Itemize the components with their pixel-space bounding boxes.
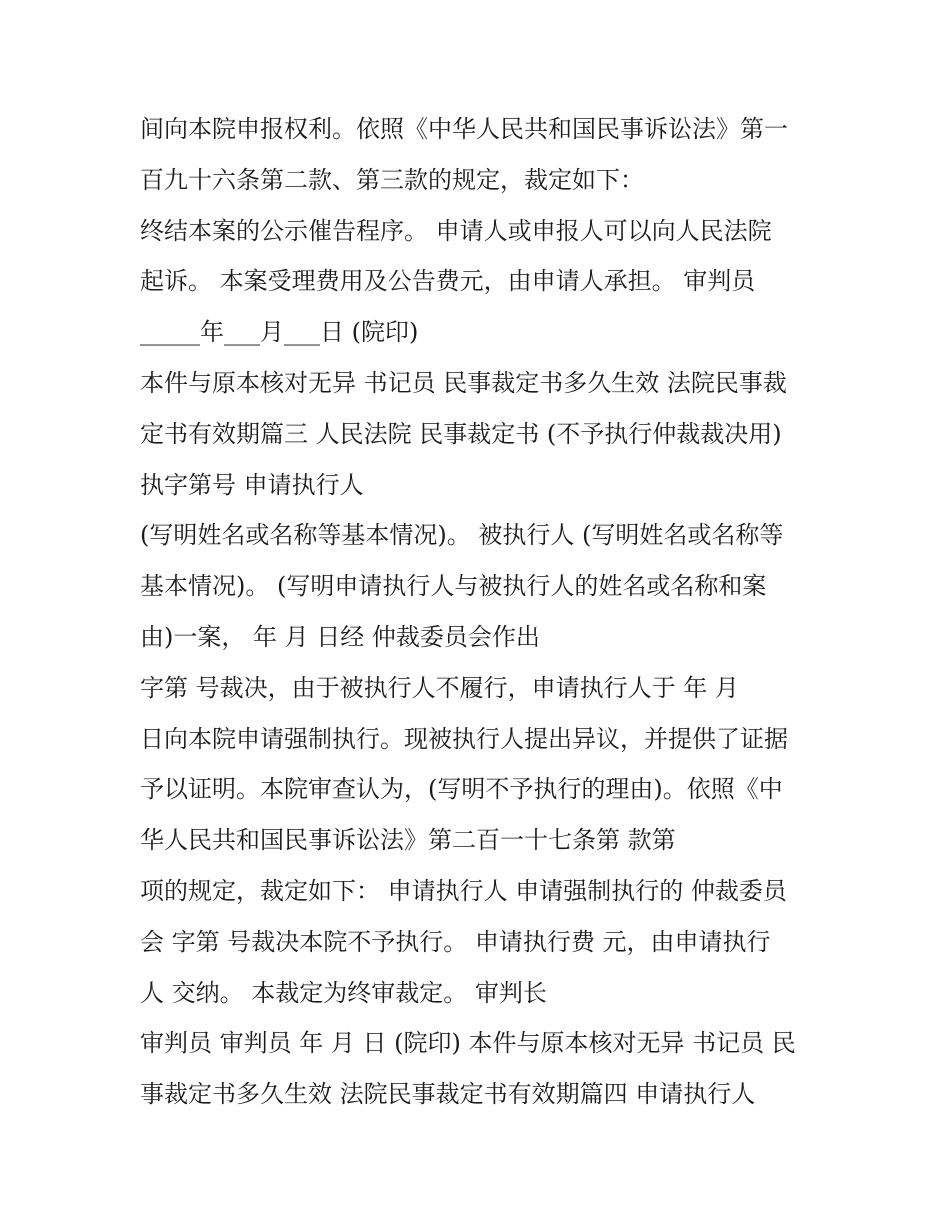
text-line: 间向本院申报权利。依照《中华人民共和国民事诉讼法》第一 <box>140 115 788 143</box>
text-line: 基本情况)。 (写明申请执行人与被执行人的姓名或名称和案 <box>140 572 767 600</box>
text-line: 由)一案， 年 月 日经 仲裁委员会作出 <box>140 623 540 651</box>
text-line: 字第 号裁决，由于被执行人不履行，申请执行人于 年 月 <box>140 674 739 702</box>
text-line: 起诉。 本案受理费用及公告费元，由申请人承担。 审判员 <box>140 267 756 295</box>
text-line: 华人民共和国民事诉讼法》第二百一十七条第 款第 <box>140 826 676 854</box>
text-line: (写明姓名或名称等基本情况)。 被执行人 (写明姓名或名称等 <box>140 521 784 549</box>
text-line: 日向本院申请强制执行。现被执行人提出异议，并提供了证据 <box>140 725 788 753</box>
text-line: 本件与原本核对无异 书记员 民事裁定书多久生效 法院民事裁 <box>140 369 787 397</box>
text-line: _____年___月___日 (院印) <box>140 318 419 346</box>
text-line: 定书有效期篇三 人民法院 民事裁定书 (不予执行仲裁裁决用) <box>140 420 782 448</box>
text-line: 审判员 审判员 年 月 日 (院印) 本件与原本核对无异 书记员 民 <box>140 1029 796 1057</box>
text-line: 事裁定书多久生效 法院民事裁定书有效期篇四 申请执行人 <box>140 1080 756 1108</box>
text-line: 项的规定，裁定如下： 申请执行人 申请强制执行的 仲裁委员 <box>140 877 787 905</box>
text-line: 终结本案的公示催告程序。 申请人或申报人可以向人民法院 <box>140 217 772 245</box>
text-line: 执字第号 申请执行人 <box>140 471 364 499</box>
text-line: 会 字第 号裁决本院不予执行。 申请执行费 元，由申请执行 <box>140 928 771 956</box>
text-line: 人 交纳。 本裁定为终审裁定。 审判长 <box>140 979 547 1007</box>
text-line: 予以证明。本院审查认为，(写明不予执行的理由)。依照《中 <box>140 775 783 803</box>
text-line: 百九十六条第二款、第三款的规定，裁定如下： <box>140 166 644 194</box>
